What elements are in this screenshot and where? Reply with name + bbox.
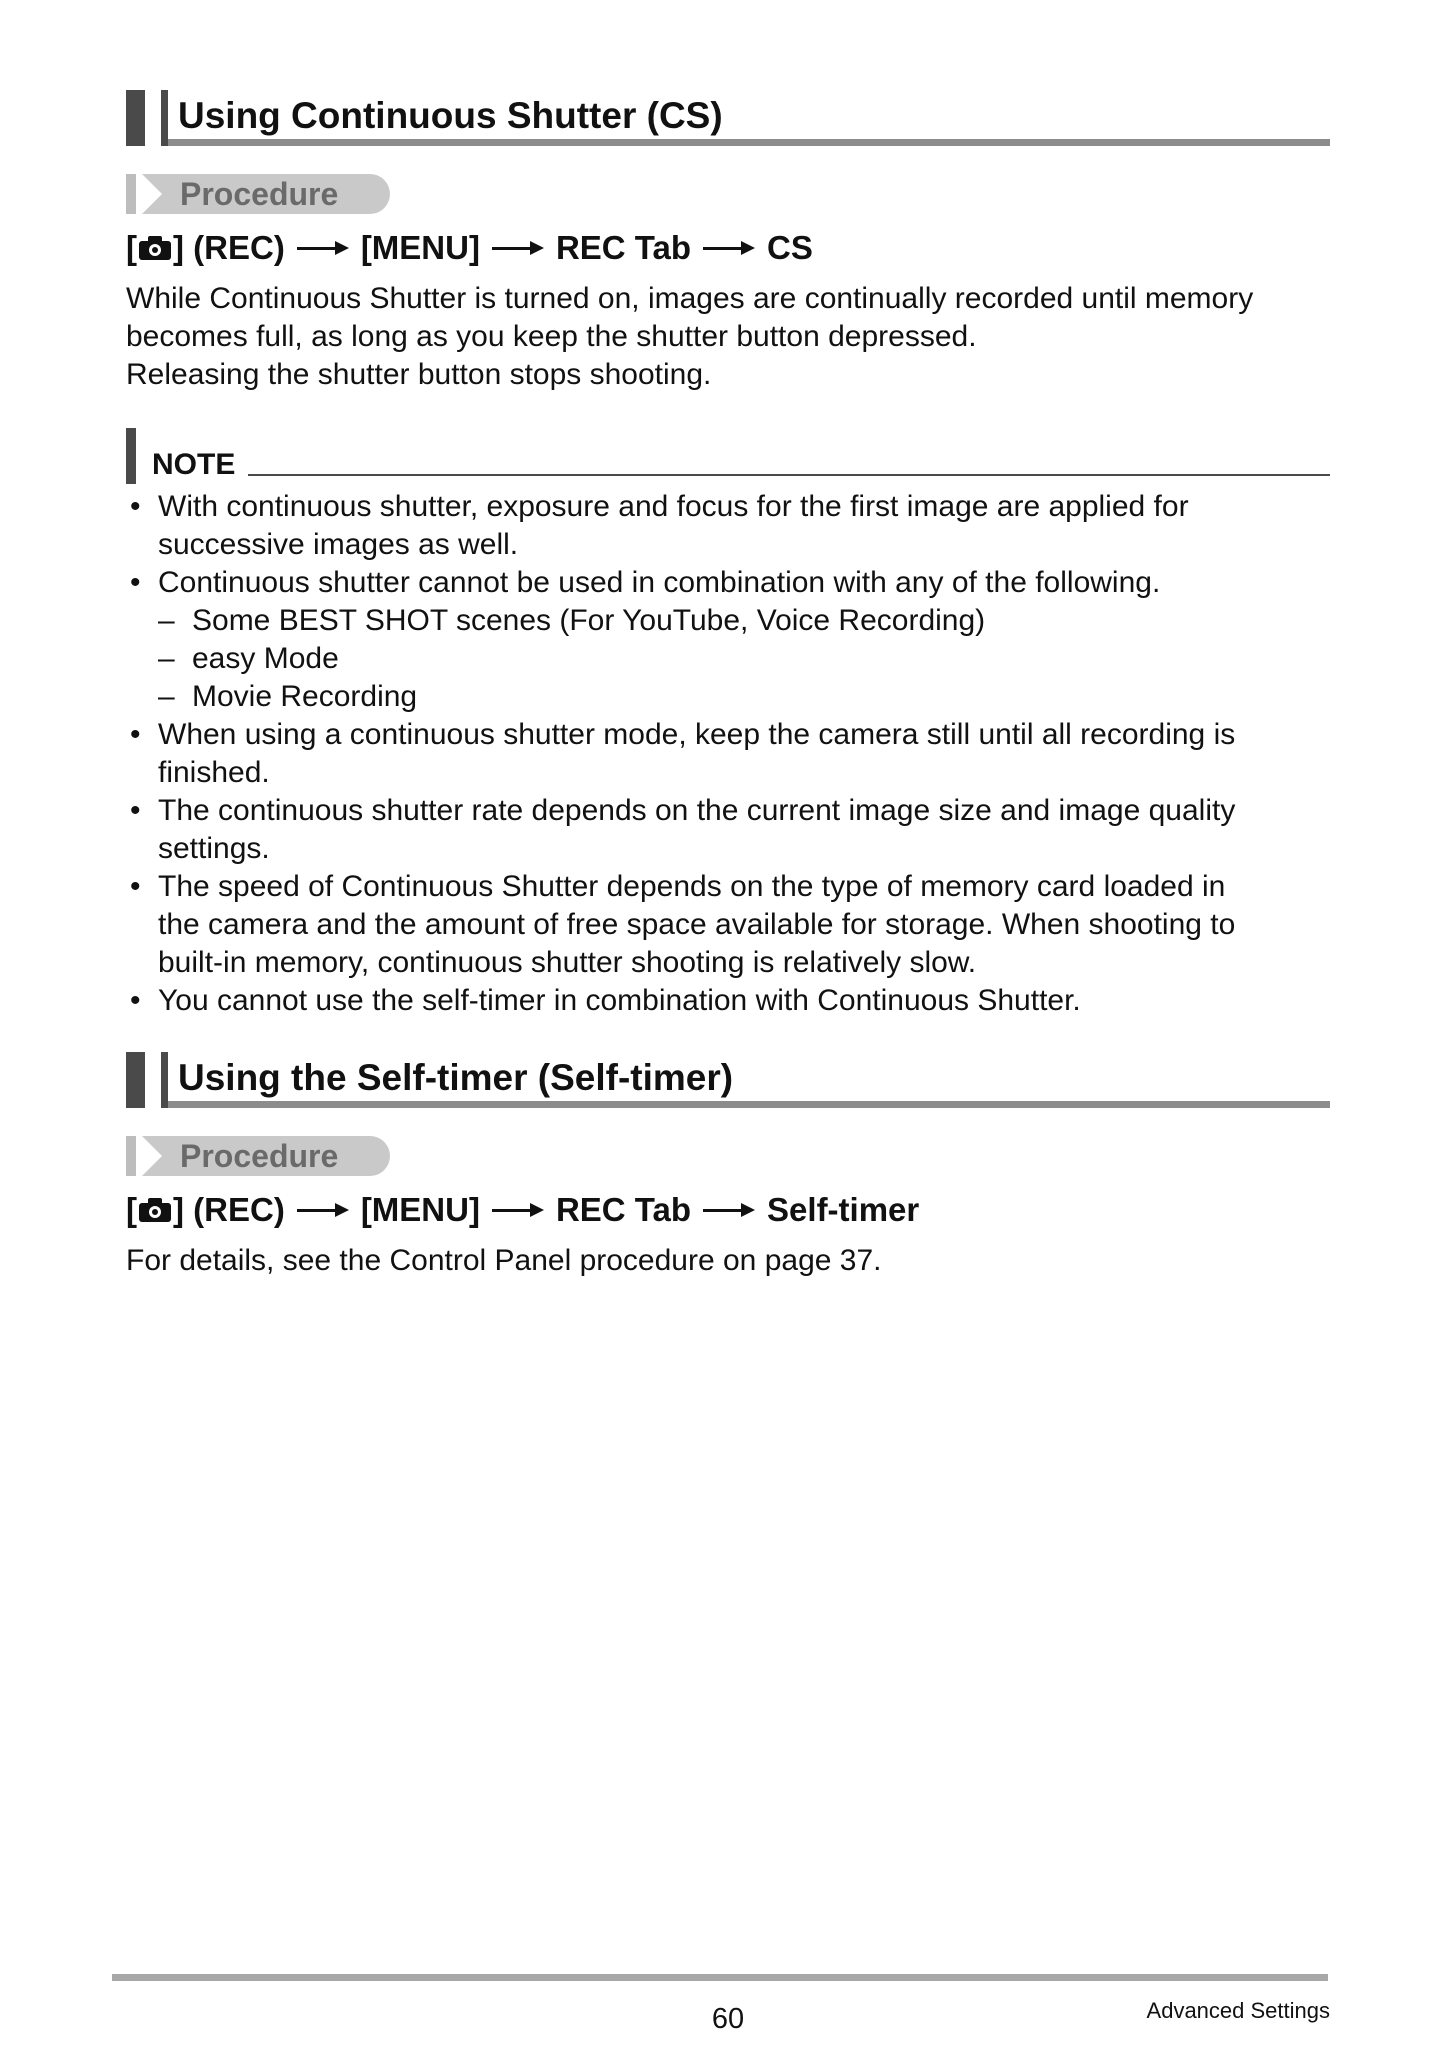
- dash: –: [158, 642, 175, 675]
- heading-bar-thin: [161, 1052, 168, 1108]
- heading-bar-thin: [161, 90, 168, 146]
- bullet: •: [130, 794, 141, 827]
- section-title: Using the Self-timer (Self-timer): [178, 1057, 734, 1098]
- heading-underline: [168, 1101, 1330, 1108]
- arrow-right-icon: [297, 238, 349, 258]
- arrow-right-icon: [297, 1200, 349, 1220]
- body-text: For details, see the Control Panel procedure on page 37.: [126, 1244, 882, 1277]
- sub-list-item: Movie Recording: [192, 680, 418, 713]
- list-item: The speed of Continuous Shutter depends on the type of memory card loaded in: [158, 870, 1226, 903]
- camera-icon: [139, 236, 171, 260]
- dash: –: [158, 680, 175, 713]
- section-heading-continuous-shutter: [126, 90, 1330, 146]
- list-item-cont: built-in memory, continuous shutter shooting is relatively slow.: [158, 946, 977, 979]
- heading-bar: [126, 1052, 145, 1108]
- sub-list-item: easy Mode: [192, 642, 339, 675]
- arrow-right-icon: [703, 238, 755, 258]
- section-heading-self-timer: [126, 1052, 1330, 1108]
- list-item: You cannot use the self-timer in combination with Continuous Shutter.: [158, 984, 1081, 1017]
- footer-rule: [112, 1974, 1328, 1981]
- menu-path: [ ] (REC) [MENU] REC Tab CS: [126, 229, 813, 266]
- list-item-cont: finished.: [158, 756, 270, 789]
- list-item: With continuous shutter, exposure and focus for the first image are applied for: [158, 490, 1189, 523]
- procedure-label: Procedure: [180, 1138, 339, 1174]
- bullet: •: [130, 984, 141, 1017]
- procedure-badge: [126, 174, 390, 214]
- list-item-cont: the camera and the amount of free space available for storage. When shooting to: [158, 908, 1236, 941]
- dash: –: [158, 604, 175, 637]
- body-text: While Continuous Shutter is turned on, images are continually recorded until memory: [126, 282, 1254, 315]
- body-text: becomes full, as long as you keep the shutter button depressed.: [126, 320, 977, 353]
- list-item-cont: settings.: [158, 832, 270, 865]
- list-item-cont: successive images as well.: [158, 528, 519, 561]
- page-number: 60: [711, 2003, 745, 2035]
- note-heading: [126, 428, 1330, 484]
- camera-icon: [139, 1198, 171, 1222]
- menu-path: [ ] (REC) [MENU] REC Tab Self-timer: [126, 1191, 920, 1228]
- list-item: The continuous shutter rate depends on the current image size and image quality: [158, 794, 1236, 827]
- bullet: •: [130, 718, 141, 751]
- arrow-right-icon: [492, 238, 544, 258]
- bullet: •: [130, 566, 141, 599]
- procedure-label: Procedure: [180, 176, 339, 212]
- arrow-right-icon: [703, 1200, 755, 1220]
- list-item: Continuous shutter cannot be used in combination with any of the following.: [158, 566, 1161, 599]
- arrow-right-icon: [492, 1200, 544, 1220]
- bullet: •: [130, 490, 141, 523]
- sub-list-item: Some BEST SHOT scenes (For YouTube, Voice Recording): [192, 604, 986, 637]
- heading-bar: [126, 90, 145, 146]
- procedure-badge: [126, 1136, 390, 1176]
- footer-section-label: Advanced Settings: [1146, 1998, 1330, 2023]
- list-item: When using a continuous shutter mode, keep the camera still until all recording is: [158, 718, 1236, 751]
- body-text: Releasing the shutter button stops shooting.: [126, 358, 712, 391]
- bullet: •: [130, 870, 141, 903]
- note-label: NOTE: [152, 448, 236, 481]
- section-title: Using Continuous Shutter (CS): [178, 95, 723, 136]
- heading-underline: [168, 139, 1330, 146]
